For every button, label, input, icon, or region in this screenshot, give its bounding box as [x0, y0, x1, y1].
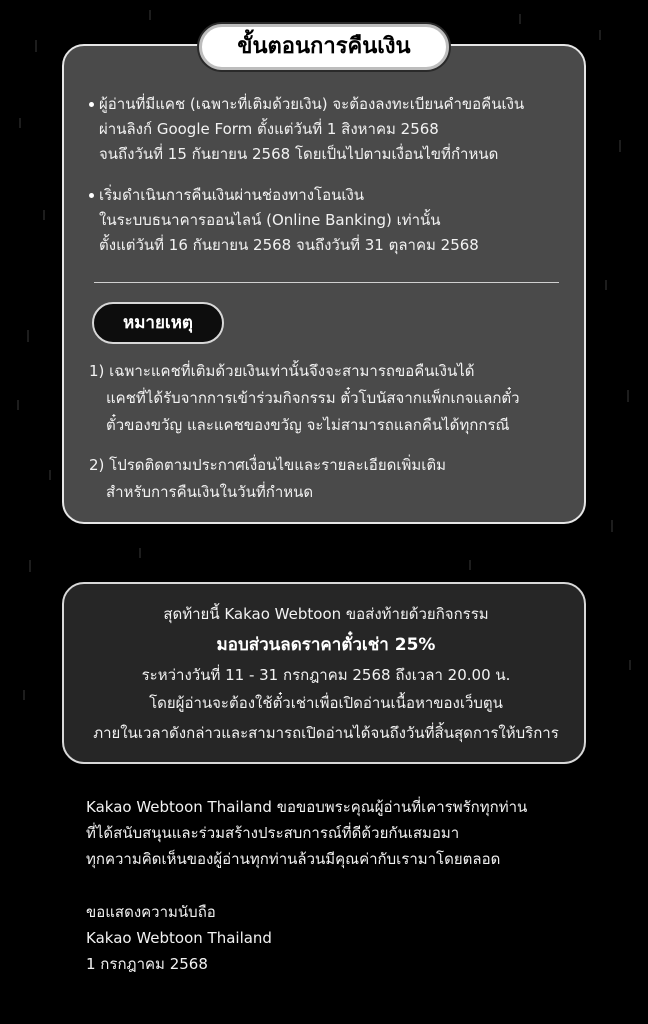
- bullet-dot-icon: [89, 102, 94, 107]
- note-line: สำหรับการคืนเงินในวันที่กำหนด: [106, 483, 314, 501]
- note-label-pill: [92, 302, 224, 344]
- bullet-line: ในระบบธนาคารออนไลน์ (Online Banking) เท่านั้น: [99, 211, 441, 229]
- finale-intro: สุดท้ายนี้ Kakao Webtoon ขอส่งท้ายด้วยกิจกรรม: [163, 605, 489, 623]
- note-item-1: [89, 358, 569, 439]
- footer-line: ทุกความคิดเห็นของผู้อ่านทุกท่านล้วนมีคุณค่ากับเรามาโดยตลอด: [86, 850, 501, 868]
- section-divider: [94, 282, 559, 283]
- bullet-dot-icon: [89, 193, 94, 198]
- bullet-line: ผู้อ่านที่มีแคช (เฉพาะที่เติมด้วยเงิน) จะต้องลงทะเบียนคำขอคืนเงิน: [99, 95, 525, 113]
- bullet-line: ตั้งแต่วันที่ 16 กันยายน 2568 จนถึงวันที่ 31 ตุลาคม 2568: [99, 236, 479, 254]
- footer-signoff: ขอแสดงความนับถือ: [86, 903, 216, 921]
- bullet-line: เริ่มดำเนินการคืนเงินผ่านช่องทางโอนเงิน: [99, 186, 365, 204]
- footer-line: Kakao Webtoon Thailand ขอขอบพระคุณผู้อ่านที่เคารพรักทุกท่าน: [86, 798, 528, 816]
- refund-bullet-2: [89, 183, 569, 258]
- finale-headline: มอบส่วนลดราคาตั๋วเช่า 25%: [216, 635, 436, 655]
- footer-thanks: [86, 794, 606, 872]
- refund-procedure-panel: [62, 44, 586, 524]
- note-label: หมายเหตุ: [123, 313, 193, 333]
- finale-promotion-panel: [62, 582, 586, 764]
- note-line: 1) เฉพาะแคชที่เติมด้วยเงินเท่านั้นจึงจะสามารถขอคืนเงินได้: [89, 362, 475, 380]
- finale-line: ระหว่างวันที่ 11 - 31 กรกฎาคม 2568 ถึงเวลา 20.00 น.: [141, 666, 511, 684]
- note-line: 2) โปรดติดตามประกาศเงื่อนไขและรายละเอียดเพิ่มเติม: [89, 456, 447, 474]
- refund-title: ขั้นตอนการคืนเงิน: [237, 34, 411, 59]
- footer-signature-block: [86, 899, 606, 977]
- footer-line: ที่ได้สนับสนุนและร่วมสร้างประสบการณ์ที่ดีด้วยกันเสมอมา: [86, 824, 460, 842]
- bullet-line: ผ่านลิงก์ Google Form ตั้งแต่วันที่ 1 สิงหาคม 2568: [99, 120, 439, 138]
- finale-line: ภายในเวลาดังกล่าวและสามารถเปิดอ่านได้จนถึงวันที่สิ้นสุดการให้บริการ: [93, 724, 559, 742]
- finale-line: โดยผู้อ่านจะต้องใช้ตั๋วเช่าเพื่อเปิดอ่านเนื้อหาของเว็บตูน: [149, 694, 503, 712]
- note-item-2: [89, 452, 569, 506]
- footer-signature: Kakao Webtoon Thailand: [86, 929, 272, 947]
- footer-date: 1 กรกฎาคม 2568: [86, 955, 208, 973]
- refund-title-pill: [199, 24, 449, 70]
- note-line: แคชที่ได้รับจากการเข้าร่วมกิจกรรม ตั๋วโบนัสจากแพ็กเกจแลกตั๋ว: [106, 389, 520, 407]
- refund-bullet-1: [89, 92, 569, 167]
- bullet-line: จนถึงวันที่ 15 กันยายน 2568 โดยเป็นไปตามเงื่อนไขที่กำหนด: [99, 145, 499, 163]
- note-line: ตั๋วของขวัญ และแคชของขวัญ จะไม่สามารถแลกคืนได้ทุกกรณี: [106, 416, 510, 434]
